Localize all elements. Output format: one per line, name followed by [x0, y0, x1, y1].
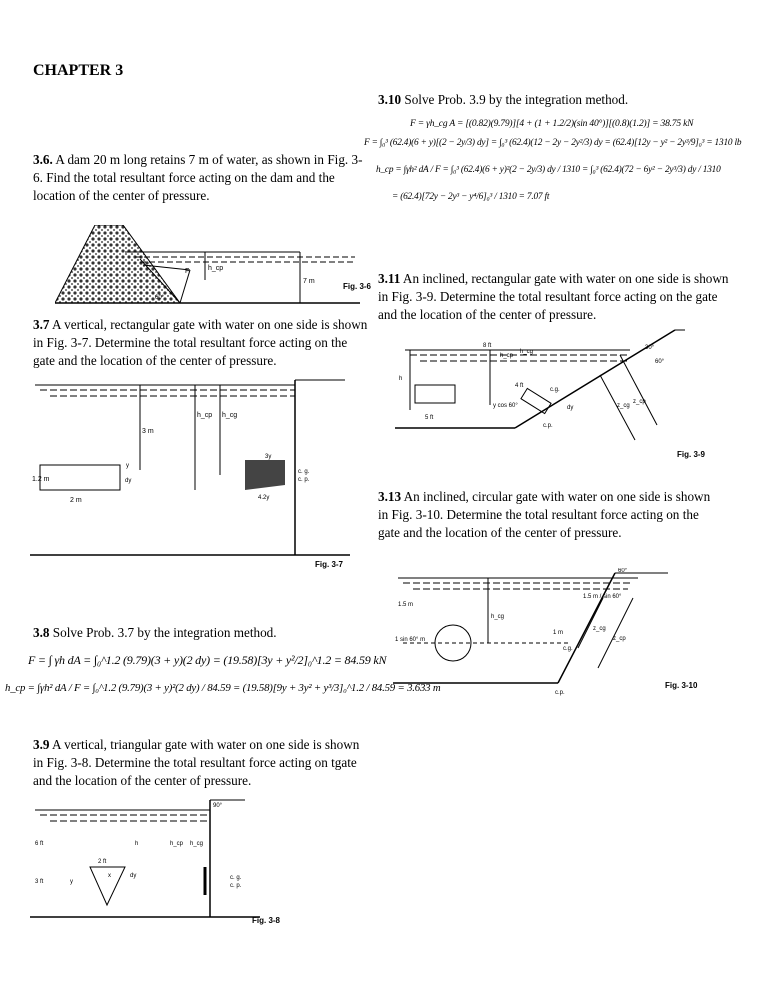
figure-label: 2 ft	[98, 859, 107, 865]
figure-label: h_cg	[190, 841, 204, 847]
figure-label: c.g.	[550, 387, 560, 393]
problem-3-8	[33, 624, 368, 642]
figure-label: c.p.	[555, 690, 565, 696]
figure-label: h	[135, 841, 139, 847]
figure-label: c.p.	[543, 423, 553, 429]
figure-label: z_cp	[633, 399, 646, 405]
caption-fig-3-9: Fig. 3-9	[677, 450, 706, 459]
figure-stroke	[620, 355, 657, 425]
figure-label: 4.2y	[258, 495, 270, 501]
equation-3-8-force: F = ∫ γh dA = ∫₀^1.2 (9.79)(3 + y)(2 dy) = (19.58)[3y + y²/2]₀^1.2 = 84.59 kN	[28, 653, 387, 667]
problem-number: 3.10	[378, 92, 402, 107]
problem-3-11	[378, 270, 738, 324]
problem-number: 3.6.	[33, 152, 53, 167]
equation-3-10-hcp-result: = (62.4)[72y − 2y³ − y⁴/6]₀³ / 1310 = 7.07 ft	[392, 192, 550, 202]
figure-label: c. g.	[230, 875, 242, 881]
figure-label: 1.2 m	[32, 476, 50, 483]
problem-text: An inclined, circular gate with water on one side is shown in Fig. 3-10. Determine the total resultant force acting on the gate and the location of the center of pressure.	[378, 489, 711, 540]
problem-number: 3.8	[33, 625, 50, 640]
problem-number: 3.13	[378, 489, 402, 504]
figure-3-10	[393, 568, 733, 703]
dam-shape	[55, 225, 180, 303]
figure-3-7	[30, 375, 370, 570]
figure-label: h_cg	[520, 349, 534, 355]
figure-stroke	[578, 598, 603, 648]
figure-label: dy	[130, 873, 137, 879]
problem-number: 3.7	[33, 317, 50, 332]
caption-fig-3-8: Fig. 3-8	[252, 916, 281, 925]
figure-label: h	[399, 376, 403, 382]
figure-label: c. p.	[230, 883, 242, 889]
figure-label: 1.5 m	[398, 602, 414, 608]
figure-label: y	[70, 879, 73, 885]
figure-label: z_cg	[593, 626, 606, 632]
problem-text: A dam 20 m long retains 7 m of water, as shown in Fig. 3-6. Find the total resultant force acting on the dam and the location of the center of pressure.	[33, 152, 363, 203]
figure-label: c.g.	[563, 646, 573, 652]
figure-label: h_cg	[222, 412, 238, 419]
figure-stroke	[415, 385, 455, 403]
figure-3-9	[395, 325, 735, 460]
problem-text: A vertical, rectangular gate with water on one side is shown in Fig. 3-7. Determine the total resultant force acting on the gate and the location of the center of pressure.	[33, 317, 368, 368]
problem-number: 3.9	[33, 737, 50, 752]
figure-label: 6 ft	[35, 841, 44, 847]
problem-text: An inclined, rectangular gate with water on one side is shown in Fig. 3-9. Determine the total resultant force acting on the gate and the location of the center of pressure.	[378, 271, 729, 322]
problem-text: Solve Prob. 3.9 by the integration method.	[401, 92, 629, 107]
caption-fig-3-10: Fig. 3-10	[665, 681, 698, 690]
figure-stroke	[598, 598, 633, 668]
problem-text: A vertical, triangular gate with water on one side is shown in Fig. 3-8. Determine the total resultant force acting on tgate and the location of the center of pressure.	[33, 737, 360, 788]
figure-label: y	[126, 463, 129, 469]
label-angle: 60°	[155, 295, 165, 301]
caption-fig-3-6: Fig. 3-6	[343, 282, 372, 291]
figure-label: h_cp	[170, 841, 184, 847]
problem-3-7	[33, 316, 368, 370]
figure-label: dy	[567, 405, 574, 411]
chapter-title: CHAPTER 3	[33, 62, 124, 79]
caption-fig-3-7: Fig. 3-7	[315, 560, 344, 569]
figure-label: z_cp	[613, 636, 626, 642]
figure-label: 3y	[265, 454, 272, 460]
figure-stroke	[40, 465, 120, 490]
figure-label: 2 m	[70, 497, 82, 504]
equation-3-10-force-b: F = ∫₀³ (62.4)(6 + y)[(2 − 2y/3) dy] = ∫₀³ (62.4)(12 − 2y − 2y²/3) dy = (62.4)[12y − y² − 2y³/9]₀³ = 1310 lb	[364, 138, 742, 148]
equation-3-8-hcp: h_cp = ∫γh² dA / F = ∫₀^1.2 (9.79)(3 + y)²(2 dy) / 84.59 = (19.58)[9y + 3y² + y³/3]₀^1.2 / 84.59 = 3.633 m	[5, 682, 441, 694]
equation-3-10-hcp: h_cp = ∫γh² dA / F = ∫₀³ (62.4)(6 + y)²(2 − 2y/3) dy / 1310 = ∫₀³ (62.4)(72 − 6y² − 2y³/3) dy / 1310	[376, 165, 721, 175]
figure-label: c. p.	[298, 477, 310, 483]
label-7m: 7 m	[303, 278, 315, 285]
figure-label: 5 ft	[425, 415, 434, 421]
figure-label: h_cp	[500, 353, 514, 359]
figure-label: 30°	[645, 345, 655, 351]
figure-label: y cos 60°	[493, 403, 518, 409]
label-F: F	[185, 268, 190, 275]
label-hcp: h_cp	[208, 265, 224, 272]
figure-label: x	[108, 873, 111, 879]
figure-label: 90°	[213, 803, 223, 809]
problem-3-10	[378, 91, 738, 109]
figure-3-8	[30, 795, 370, 930]
figure-stroke	[521, 388, 551, 413]
equation-3-10-force-a: F = γh_cg A = [(0.82)(9.79)][4 + (1 + 1.2/2)(sin 40°)][(0.8)(1.2)] = 38.75 kN	[410, 119, 694, 129]
figure-label: 4 ft	[515, 383, 524, 389]
figure-label: 3 ft	[35, 879, 44, 885]
figure-label: c. g.	[298, 469, 310, 475]
problem-number: 3.11	[378, 271, 401, 286]
figure-label: dy	[125, 478, 132, 484]
figure-label: 60°	[618, 568, 628, 574]
problem-3-9	[33, 736, 368, 790]
figure-label: z_cg	[617, 403, 630, 409]
figure-label: 60°	[655, 359, 665, 365]
figure-label: 3 m	[142, 428, 154, 435]
figure-3-6	[55, 225, 375, 310]
figure-label: 1.5 m / sin 60°	[583, 594, 622, 600]
figure-label: h_cg	[491, 614, 505, 620]
figure-label: h_cp	[197, 412, 213, 419]
problem-3-13	[378, 488, 723, 542]
figure-label: 1 sin 60° m	[395, 637, 426, 643]
figure-label: 1 m	[553, 630, 564, 636]
problem-text: Solve Prob. 3.7 by the integration method.	[49, 625, 277, 640]
figure-label: 8 ft	[483, 343, 492, 349]
figure-stroke	[245, 460, 285, 490]
problem-3-6	[33, 151, 368, 205]
